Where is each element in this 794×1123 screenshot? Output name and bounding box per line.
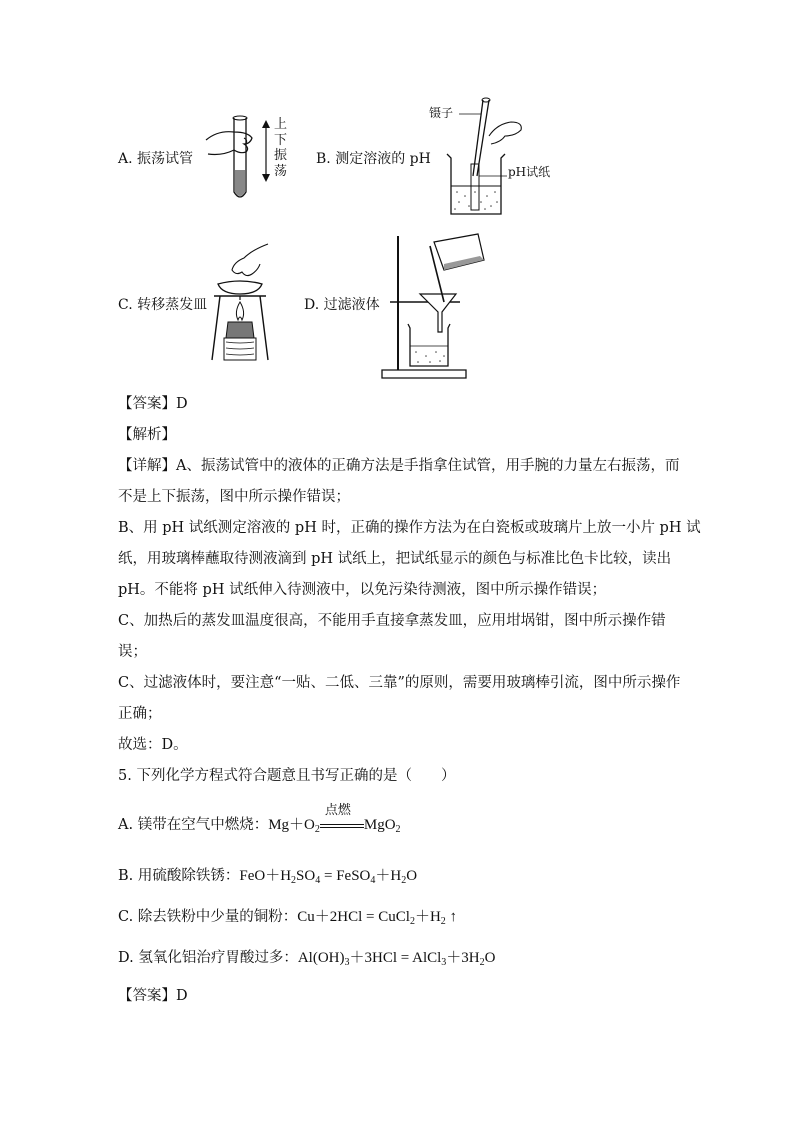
option-a-label: A. 振荡试管 xyxy=(118,151,194,167)
arrow-text-4: 荡 xyxy=(274,163,288,179)
q5-option-d xyxy=(118,948,678,968)
filtration-figure xyxy=(380,232,495,382)
arrow-text-1: 上 xyxy=(274,117,288,132)
q4-analysis-line: 误； xyxy=(118,644,147,660)
q4-analysis-line: 纸，用玻璃棒蘸取待测液滴到 pH 试纸上，把试纸显示的颜色与标准比色卡比较，读出 xyxy=(118,551,672,567)
arrow-text-2: 下 xyxy=(274,132,288,148)
q5-option-b xyxy=(118,866,678,886)
q5-option-c xyxy=(118,907,678,927)
q5-option-c-text: C. 除去铁粉中少量的铜粉： xyxy=(118,909,298,925)
option-b-label: B. 测定溶液的 pH xyxy=(316,151,431,167)
q5-option-b-text: B. 用硫酸除铁锈： xyxy=(118,868,240,884)
ph-paper-label: pH试纸 xyxy=(508,165,551,179)
shake-direction-label xyxy=(274,117,288,179)
q5-option-d-text: D. 氢氧化铝治疗胃酸过多： xyxy=(118,950,298,966)
option-d-label: D. 过滤液体 xyxy=(304,297,380,313)
q5-answer: 【答案】D xyxy=(118,988,188,1004)
q5-option-b-equation: $FeO+H_2SO_4$ = $FeSO_4+H_2O$ xyxy=(239,868,418,886)
q5-option-a-text: A. 镁带在空气中燃烧： xyxy=(118,817,269,833)
q4-analysis-line: 正确； xyxy=(118,706,162,722)
q4-answer: 【答案】D xyxy=(118,396,188,412)
ph-test-figure xyxy=(445,96,535,221)
q4-analysis-line: C、加热后的蒸发皿温度很高，不能用手直接拿蒸发皿，应用坩埚钳，图中所示操作错 xyxy=(118,613,666,629)
q4-analysis-line: B、用 pH 试纸测定溶液的 pH 时，正确的操作方法为在白瓷板或玻璃片上放一小片 pH 试 xyxy=(118,520,701,536)
q4-analysis-line: 不是上下振荡，图中所示操作错误； xyxy=(118,489,350,505)
arrow-text-3: 振 xyxy=(274,148,288,163)
q5-option-a xyxy=(118,802,678,835)
shake-test-tube-figure xyxy=(200,110,270,210)
option-c-label: C. 转移蒸发皿 xyxy=(118,297,208,313)
q4-analysis-line: pH。不能将 pH 试纸伸入待测液中，以免污染待测液，图中所示操作错误； xyxy=(118,582,607,598)
reaction-condition: 点燃 xyxy=(324,802,351,818)
q5-option-c-equation: $Cu+2HCl = CuCl_2+H_2$ ↑ xyxy=(297,909,458,927)
q5-stem: 5. 下列化学方程式符合题意且书写正确的是（ ） xyxy=(118,768,456,784)
q5-option-a-equation: $Mg+O_2$ 点燃 MgO$_2$ xyxy=(268,802,401,835)
q4-analysis-line: C、过滤液体时，要注意“一贴、二低、三靠”的原则，需要用玻璃棒引流，图中所示操作 xyxy=(118,675,681,691)
evaporating-dish-figure xyxy=(210,240,270,365)
q4-analysis-heading: 【解析】 xyxy=(118,427,176,443)
q4-analysis-line: 故选：D。 xyxy=(118,737,188,753)
q4-analysis-line: 【详解】A、振荡试管中的液体的正确方法是手指拿住试管，用手腕的力量左右振荡，而 xyxy=(118,458,680,474)
q5-option-d-equation: $Al(OH)_3+3HCl$ = $AlCl_3+3H_2O$ xyxy=(297,950,496,968)
tweezers-label: 镊子 xyxy=(429,106,454,120)
